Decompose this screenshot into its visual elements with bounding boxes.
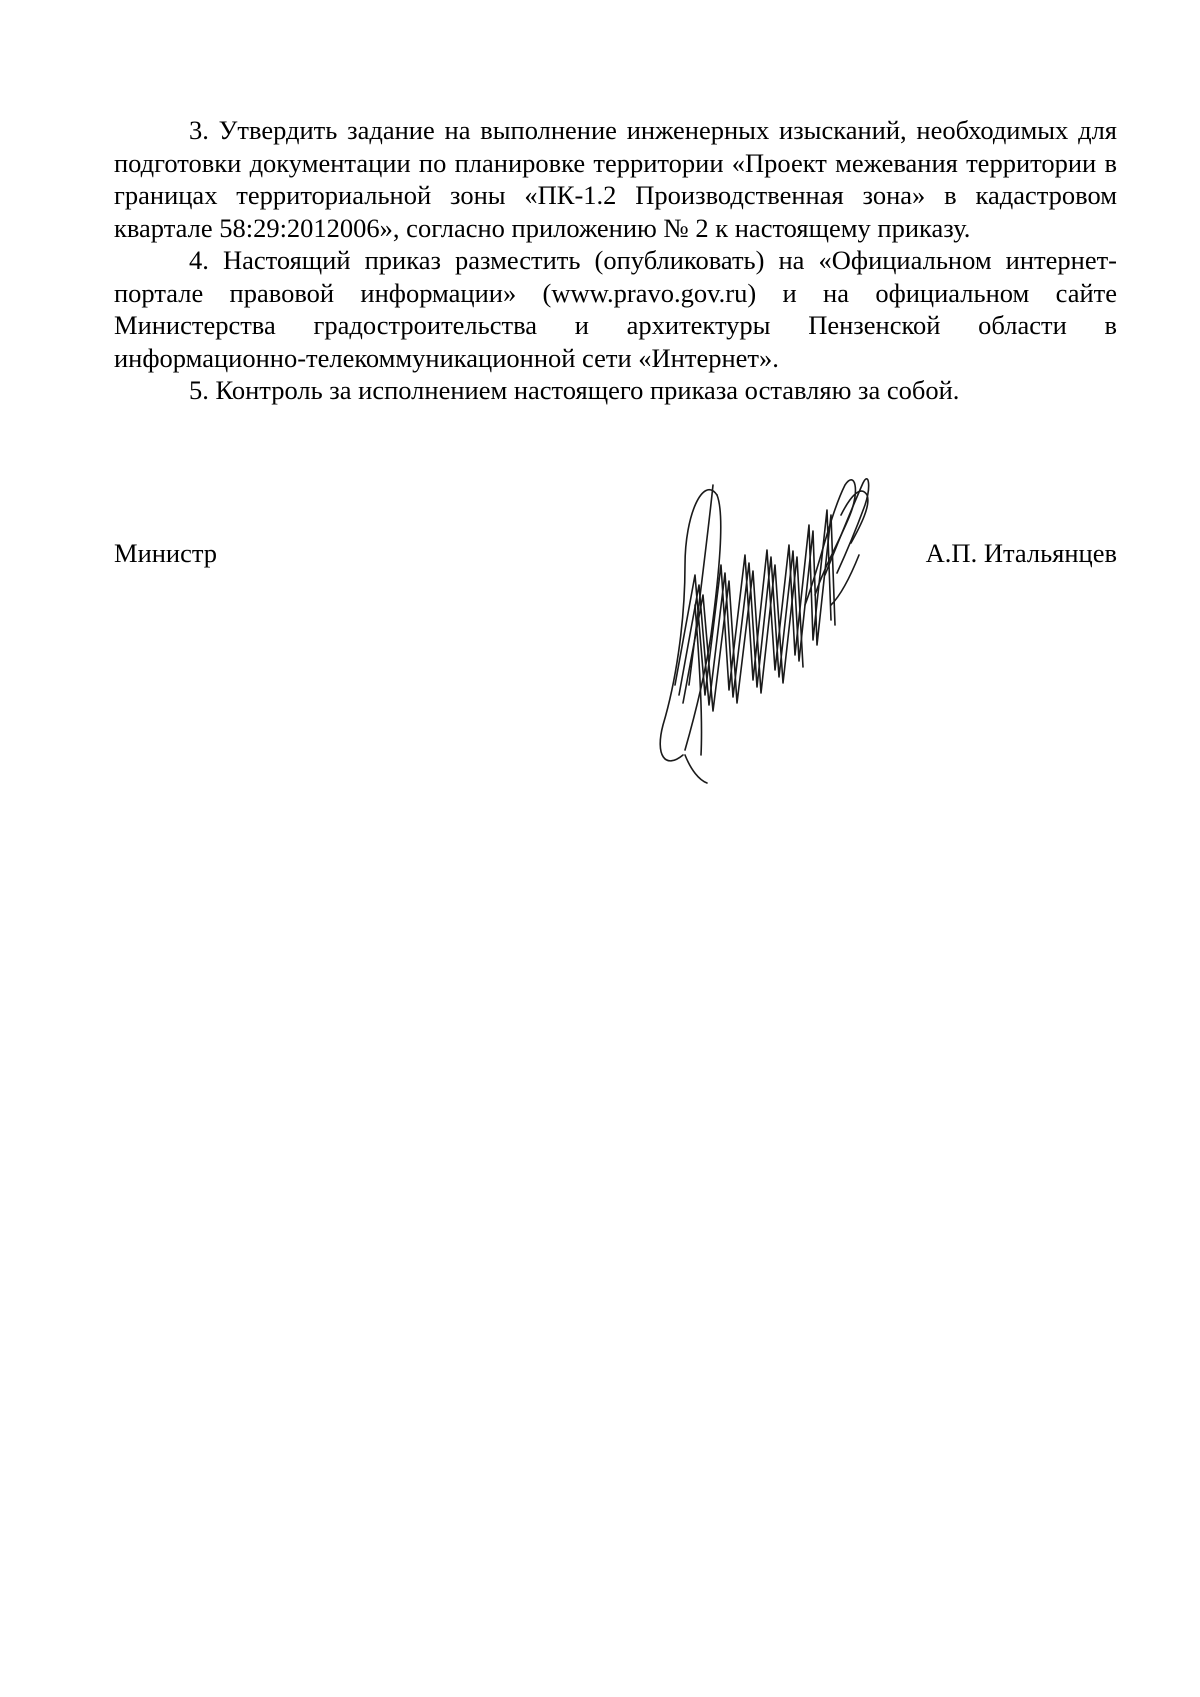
paragraph-3: 3. Утвердить задание на выполнение инженерных изысканий, необходимых для подготовки документации по планировке территории «Проект межевания территории в границах территориальной зоны «ПК-1.2 Производственная зона» в кадастровом квартале 58:29:2012006», согласно приложению № 2 к настоящему приказу. — [114, 115, 1117, 243]
paragraph-4: 4. Настоящий приказ разместить (опубликовать) на «Официальном интернет-портале правовой информации» (www.pravo.gov.ru) и на официальном сайте Министерства градостроительства и архитектуры Пензенской области в информационно-телекоммуникационной сети «Интернет». — [114, 245, 1117, 373]
signer-position: Министр — [114, 538, 218, 568]
handwritten-signature — [655, 455, 875, 785]
document-body — [114, 114, 1117, 407]
paragraph-5: 5. Контроль за исполнением настоящего приказа оставляю за собой. — [189, 375, 960, 405]
signature-block — [114, 538, 1117, 578]
signer-name: А.П. Итальянцев — [925, 538, 1117, 568]
